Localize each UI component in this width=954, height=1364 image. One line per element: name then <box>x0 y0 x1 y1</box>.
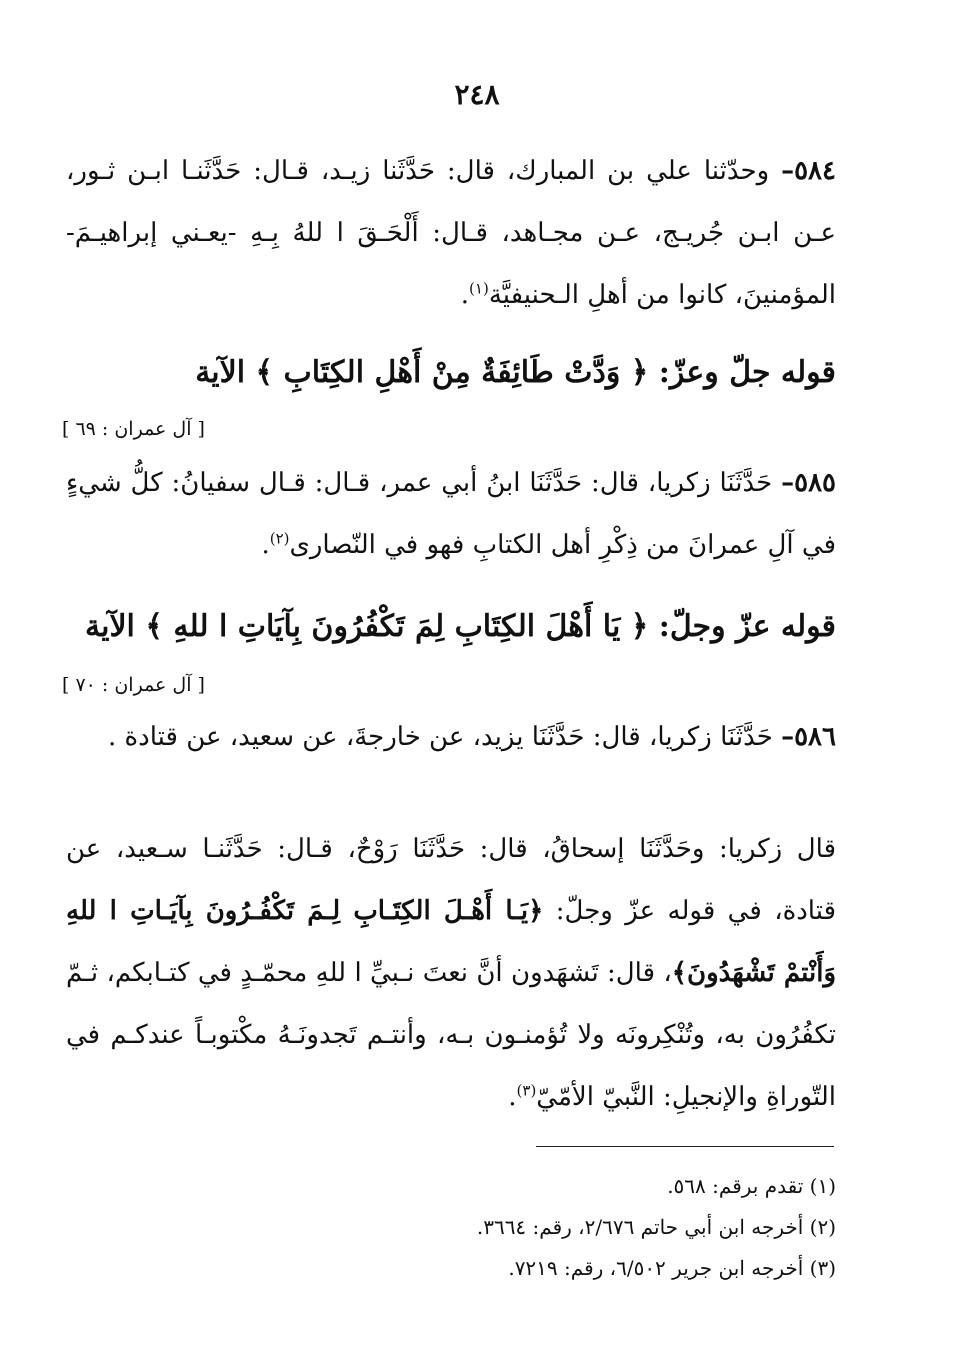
hadith-text: حَدَّثَنَا زكريا، قال: حَدَّثَنَا ابنُ أبي عمر، قـال: قـال سفيانُ: كلُّ شيءٍ في آلِ عمرانَ من ذِكْرِ أهل الكتابِ فهو في النّصارى <box>66 468 836 560</box>
verse-reference-2: [ آل عمران : ٧٠ ] <box>62 674 205 696</box>
footnote-marker: (٢) <box>269 529 290 548</box>
paragraph-text: ، قال: تَشهَدون أنَّ نعتَ نـبيِّ ا للهِ محمّـدٍ في كتـابكم، ثـمّ تكفُرُون به، وتُنْكِرونَه ولا تُؤمنـون بـه، وأنتـم تَجدونَـهُ مكْتوبـاً عندكـم في التّوراةِ والإنجيلِ: النَّبيّ الأمّيّ <box>66 958 836 1112</box>
footnote-3: (٣) أخرجه ابن جرير ٦/٥٠٢، رقم: ٧٢١٩. <box>508 1256 836 1280</box>
quran-quote: ﴿يَـا أَهْـلَ الكِتَـابِ لِـمَ تَكْفُـرُونَ بِآيَـاتِ ا للهِ وَأَنْتمْ تَشْهَدُونَ﴾ <box>66 896 836 988</box>
footnote-divider <box>536 1146 834 1147</box>
hadith-586-continuation <box>66 818 836 1128</box>
sentence-end: . <box>261 530 270 560</box>
hadith-text: حَدَّثَنَا زكريا، قال: حَدَّثَنَا يزيد، عن خارجةَ، عن سعيد، عن قتادة . <box>108 722 773 752</box>
hadith-586 <box>66 706 836 768</box>
footnote-2: (٢) أخرجه ابن أبي حاتم ٢/٦٧٦، رقم: ٣٦٦٤. <box>476 1215 836 1239</box>
hadith-text: وحدّثنا علي بن المبارك، قال: حَدَّثَنا زيـد، قـال: حَدَّثَنـا ابـن ثـور، عـن ابـن جُريـج، عـن مجـاهد، قـال: أَلْحَـقَ ا للهُ بِـهِ -يعـني إبراهيـمَ- المؤمنينَ، كانوا من أهلِ الـحنيفيَّة <box>66 156 836 310</box>
verse-reference-1: [ آل عمران : ٦٩ ] <box>62 418 205 440</box>
hadith-number: ٥٨٦– <box>781 722 836 752</box>
sentence-end: . <box>508 1082 517 1112</box>
section-heading-2: قوله عزّ وجلّ: ﴿ يَا أَهْلَ الكِتَابِ لِمَ تَكْفُرُونَ بِآيَاتِ ا للهِ ﴾ الآية <box>85 609 836 644</box>
sentence-end: . <box>460 280 470 310</box>
paragraph-text: قال زكريا: وحَدَّثَنَا إسحاقُ، قال: حَدَّثَنَا رَوْحٌ، قـال: حَدَّثَنـا سـعيد، عن قتادة، في قوله عزّ وجلّ: <box>66 834 836 926</box>
hadith-number: ٥٨٤– <box>781 156 836 186</box>
footnote-1: (١) تقدم برقم: ٥٦٨. <box>667 1174 836 1198</box>
hadith-number: ٥٨٥– <box>781 468 837 498</box>
section-heading-1: قوله جلّ وعزّ: ﴿ وَدَّتْ طَائِفَةٌ مِنْ أَهْلِ الكِتَابِ ﴾ الآية <box>195 355 836 390</box>
footnote-marker: (٣) <box>516 1081 537 1100</box>
footnote-marker: (١) <box>469 279 489 298</box>
hadith-584 <box>66 140 836 326</box>
hadith-585 <box>66 452 836 576</box>
page-number: ٢٤٨ <box>454 78 500 111</box>
footnotes <box>66 1166 836 1289</box>
